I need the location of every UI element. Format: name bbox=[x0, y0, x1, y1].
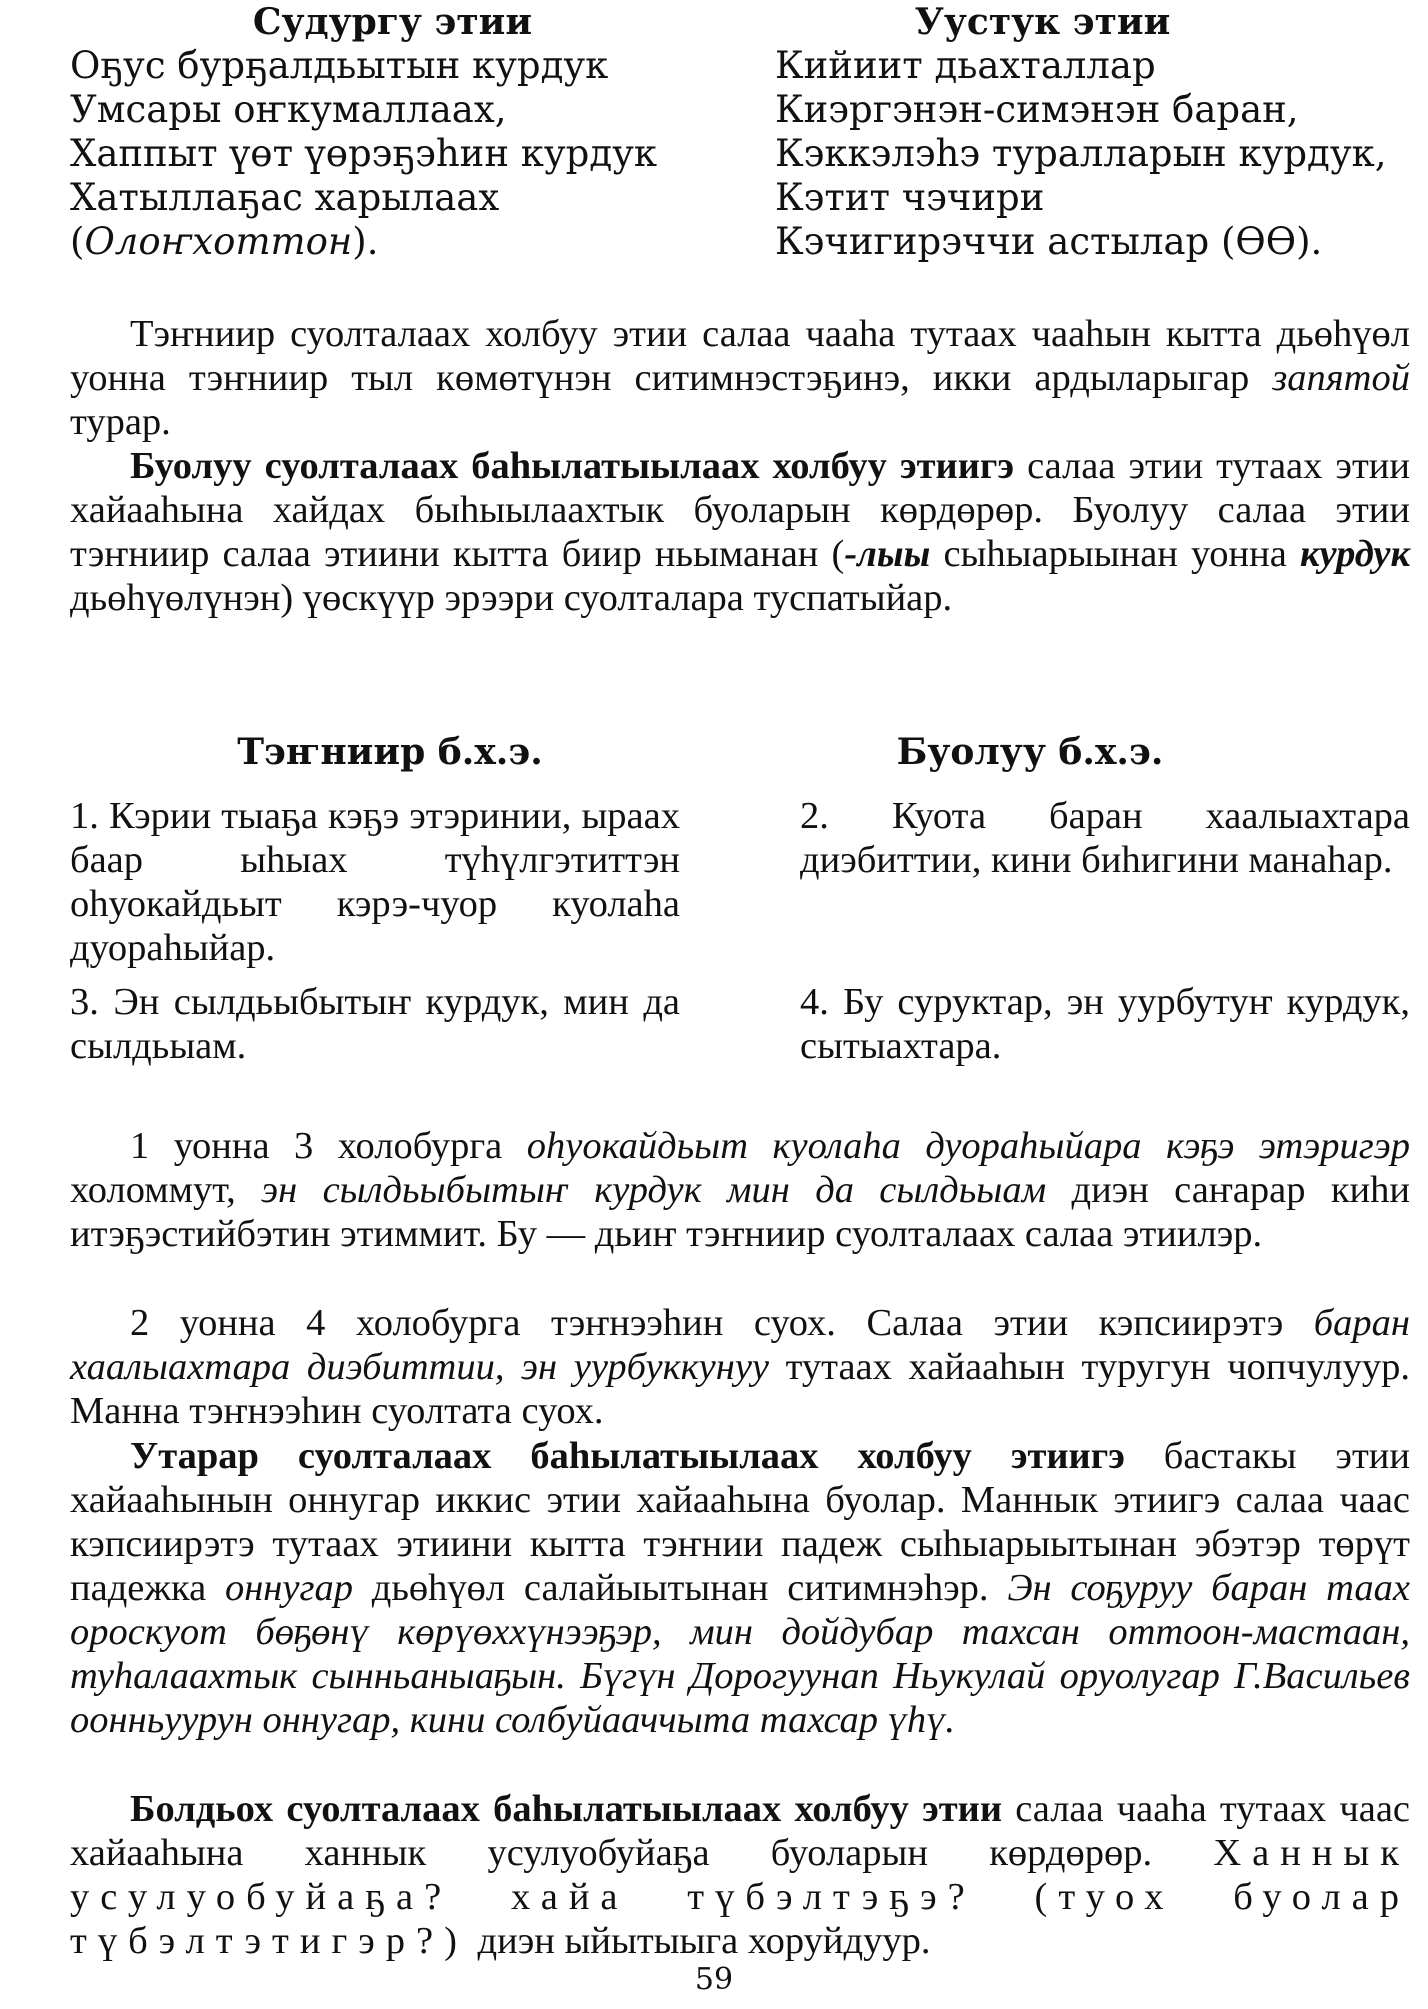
verse-line: Кэтит чэчири bbox=[775, 176, 1045, 219]
verse-line: Умсары оҥкумаллаах, bbox=[70, 88, 507, 131]
contrast-examples: Эн соҕуруу баран таах ороскуот бөҕөнү көрүөххүнээҕэр, мин дойдубар тахсан оттоон-мастаан, туһалаахтык сынньаныаҕын. Бүгүн Дорогуунап Ньукулай оруолугар Г.Васильев оонньуурун оннугар, кини солбуйааччыта тахсар үһү. bbox=[70, 1567, 1410, 1741]
verse-line: Хаппыт үөт үөрэҕэһин курдук bbox=[70, 132, 657, 175]
simple-sentence-column bbox=[70, 0, 695, 264]
example-1: 1. Кэрии тыаҕа кэҕэ этэринии, ыраах баар ыһыах түһүлгэтиттэн оһуокайдьыт кэрэ-чуор куолаһа дуораһыйар. bbox=[70, 795, 680, 969]
compound-sentence-column bbox=[695, 0, 1400, 264]
suffix-term: -лыы bbox=[844, 533, 931, 575]
verse-line: Оҕус бурҕалдьытын курдук bbox=[70, 44, 609, 87]
verse-line: Кэккэлэһэ туралларын курдук, bbox=[775, 132, 1387, 175]
analysis-paragraph-1: 1 уонна 3 холобурга оһуокайдьыт куолаһа дуораһыйара кэҕэ этэригэр холоммут, эн сылдьыбытыҥ курдук мин да сылдьыам диэн саҥарар киһи итэҕэстийбэтин этиммит. Бу — дьиҥ тэҥниир суолталаах салаа этиилэр. bbox=[70, 1125, 1411, 1255]
manner-clause-paragraph: Буолуу суолталаах баһылатыылаах холбуу этиигэ салаа этии тутаах этии хайааһына хайдах быһыылаахтык буоларын көрдөрөр. Буолуу салаа этии тэҥниир салаа этиини кытта биир ньыманан (-лыы сыһыарыынан уонна курдук дьөһүөлүнэн) үөскүүр эрээри суолталара туспатыйар. bbox=[70, 445, 1410, 619]
verse-source-name: Олоҥхоттон bbox=[84, 220, 353, 263]
example-2: 2. Куота баран хаалыахтара диэбиттии, кини биһигини манаһар. bbox=[800, 795, 1410, 881]
comma-term: запятой bbox=[1272, 357, 1410, 399]
compound-sentence-heading: Уустук этии bbox=[914, 1, 1171, 43]
example-3: 3. Эн сылдьыбытыҥ курдук, мин да сылдьыам. bbox=[70, 981, 680, 1067]
simple-sentence-verse bbox=[70, 44, 695, 264]
comparison-heading: Тэҥниир б.х.э. bbox=[237, 731, 543, 773]
page-number: 59 bbox=[694, 1962, 734, 1997]
examples-section bbox=[70, 730, 1410, 1068]
condition-clause-term: Болдьох суолталаах баһылатыылаах холбуу этии bbox=[130, 1788, 1003, 1830]
compound-sentence-verse bbox=[775, 44, 1400, 264]
verse-section bbox=[70, 0, 1400, 264]
example-4: 4. Бу суруктар, эн уурбутуҥ курдук, сытыахтара. bbox=[800, 981, 1410, 1067]
simple-sentence-heading: Судургу этии bbox=[252, 1, 533, 43]
verse-line: Кийиит дьахталлар bbox=[775, 44, 1156, 87]
verse-line: Кэчигирэччи астылар (ӨӨ). bbox=[775, 220, 1323, 263]
manner-heading: Буолуу б.х.э. bbox=[896, 731, 1164, 773]
condition-clause-paragraph: Болдьох суолталаах баһылатыылаах холбуу этии салаа чааһа тутаах чаас хайааһына ханнык усулуобуйаҕа буоларын көрдөрөр. Ханнык усулуобуйаҕа? хайа түбэлтэҕэ? (туох буолар түбэлтэтигэр?) диэн ыйытыыга хоруйдуур. bbox=[70, 1788, 1410, 1962]
analysis-paragraph-2: 2 уонна 4 холобурга тэҥнээһин суох. Салаа этии кэпсиирэтэ баран хаалыахтара диэбиттии, эн уурбуккунуу тутаах хайааһын туругун чопчулуур. Манна тэҥнээһин суолтата суох. bbox=[70, 1302, 1410, 1432]
verse-line: Хатыллаҕас харылаах bbox=[70, 176, 500, 219]
textbook-page bbox=[70, 0, 1420, 2009]
manner-clause-term: Буолуу суолталаах баһылатыылаах холбуу этиигэ bbox=[130, 445, 1015, 487]
contrast-clause-paragraph: Утарар суолталаах баһылатыылаах холбуу этиигэ бастакы этии хайааһынын оннугар иккис этии хайааһына буолар. Маннык этиигэ салаа чаас кэпсиирэтэ тутаах этиини кытта тэҥнии падеж сыһыарыытынан эбэтэр төрүт падежка оннугар дьөһүөл салайыытынан ситимнэһэр. Эн соҕуруу баран таах ороскуот бөҕөнү көрүөххүнээҕэр, мин дойдубар тахсан оттоон-мастаан, туһалаахтык сынньаныаҕын. Бүгүн Дорогуунап Ньукулай оруолугар Г.Васильев оонньуурун оннугар, кини солбуйааччыта тахсар үһү. bbox=[70, 1435, 1410, 1741]
verse-source: (Олоҥхоттон). bbox=[70, 220, 379, 263]
contrast-clause-term: Утарар суолталаах баһылатыылаах холбуу этиигэ bbox=[130, 1435, 1125, 1477]
verse-line: Киэргэнэн-симэнэн баран, bbox=[775, 88, 1299, 131]
postposition-term: курдук bbox=[1299, 533, 1410, 575]
comma-rule-paragraph: Тэҥниир суолталаах холбуу этии салаа чааһа тутаах чааһын кытта дьөһүөл уонна тэҥниир тыл көмөтүнэн ситимнэстэҕинэ, икки ардыларыгар запятой турар. bbox=[70, 313, 1410, 443]
condition-questions: Ханнык усулуобуйаҕа? хайа түбэлтэҕэ? (туох буолар түбэлтэтигэр?) bbox=[70, 1832, 1410, 1962]
